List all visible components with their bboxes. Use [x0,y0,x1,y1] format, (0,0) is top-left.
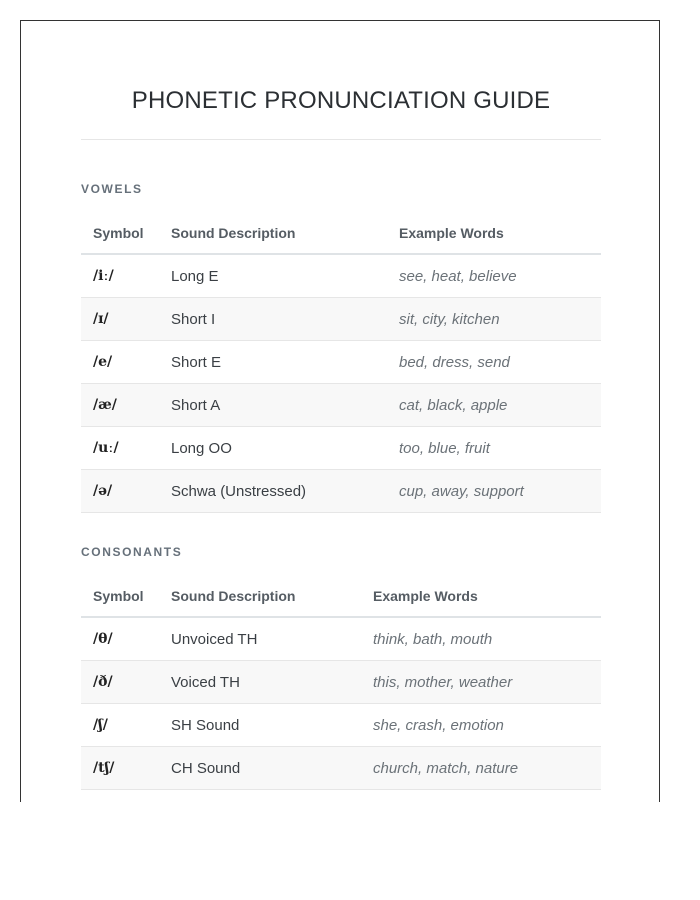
symbol-cell: /ð/ [81,661,159,704]
examples-cell: cat, black, apple [387,384,601,427]
symbol-cell: /θ/ [81,617,159,661]
description-cell: Short I [159,298,387,341]
description-cell: Schwa (Unstressed) [159,470,387,513]
table-row [81,298,601,341]
examples-cell: cup, away, support [387,470,601,513]
examples-cell: church, match, nature [361,747,601,790]
table-header-row [81,213,601,254]
column-header-examples: Example Words [361,576,601,617]
table-row [81,470,601,513]
description-cell: Long OO [159,427,387,470]
symbol-cell: /æ/ [81,384,159,427]
document-page [20,20,660,802]
column-header-description: Sound Description [159,576,361,617]
symbol-cell: /tʃ/ [81,747,159,790]
description-cell: Voiced TH [159,661,361,704]
document-content [81,21,601,790]
description-cell: Long E [159,254,387,298]
vowels-table [81,213,601,513]
examples-cell: this, mother, weather [361,661,601,704]
symbol-cell: /iː/ [81,254,159,298]
table-row [81,427,601,470]
symbol-cell: /e/ [81,341,159,384]
table-row [81,384,601,427]
table-row [81,254,601,298]
description-cell: Short A [159,384,387,427]
table-row [81,747,601,790]
examples-cell: see, heat, believe [387,254,601,298]
description-cell: Short E [159,341,387,384]
description-cell: SH Sound [159,704,361,747]
column-header-examples: Example Words [387,213,601,254]
symbol-cell: /ɪ/ [81,298,159,341]
description-cell: CH Sound [159,747,361,790]
examples-cell: she, crash, emotion [361,704,601,747]
examples-cell: bed, dress, send [387,341,601,384]
table-header-row [81,576,601,617]
column-header-description: Sound Description [159,213,387,254]
consonants-table [81,576,601,790]
symbol-cell: /ə/ [81,470,159,513]
examples-cell: too, blue, fruit [387,427,601,470]
table-row [81,704,601,747]
vowels-heading: VOWELS [81,182,143,196]
column-header-symbol: Symbol [81,576,159,617]
symbol-cell: /ʃ/ [81,704,159,747]
examples-cell: think, bath, mouth [361,617,601,661]
table-row [81,617,601,661]
examples-cell: sit, city, kitchen [387,298,601,341]
page-title: PHONETIC PRONUNCIATION GUIDE [81,87,601,140]
symbol-cell: /uː/ [81,427,159,470]
table-row [81,341,601,384]
table-row [81,661,601,704]
description-cell: Unvoiced TH [159,617,361,661]
column-header-symbol: Symbol [81,213,159,254]
consonants-heading: CONSONANTS [81,545,183,559]
